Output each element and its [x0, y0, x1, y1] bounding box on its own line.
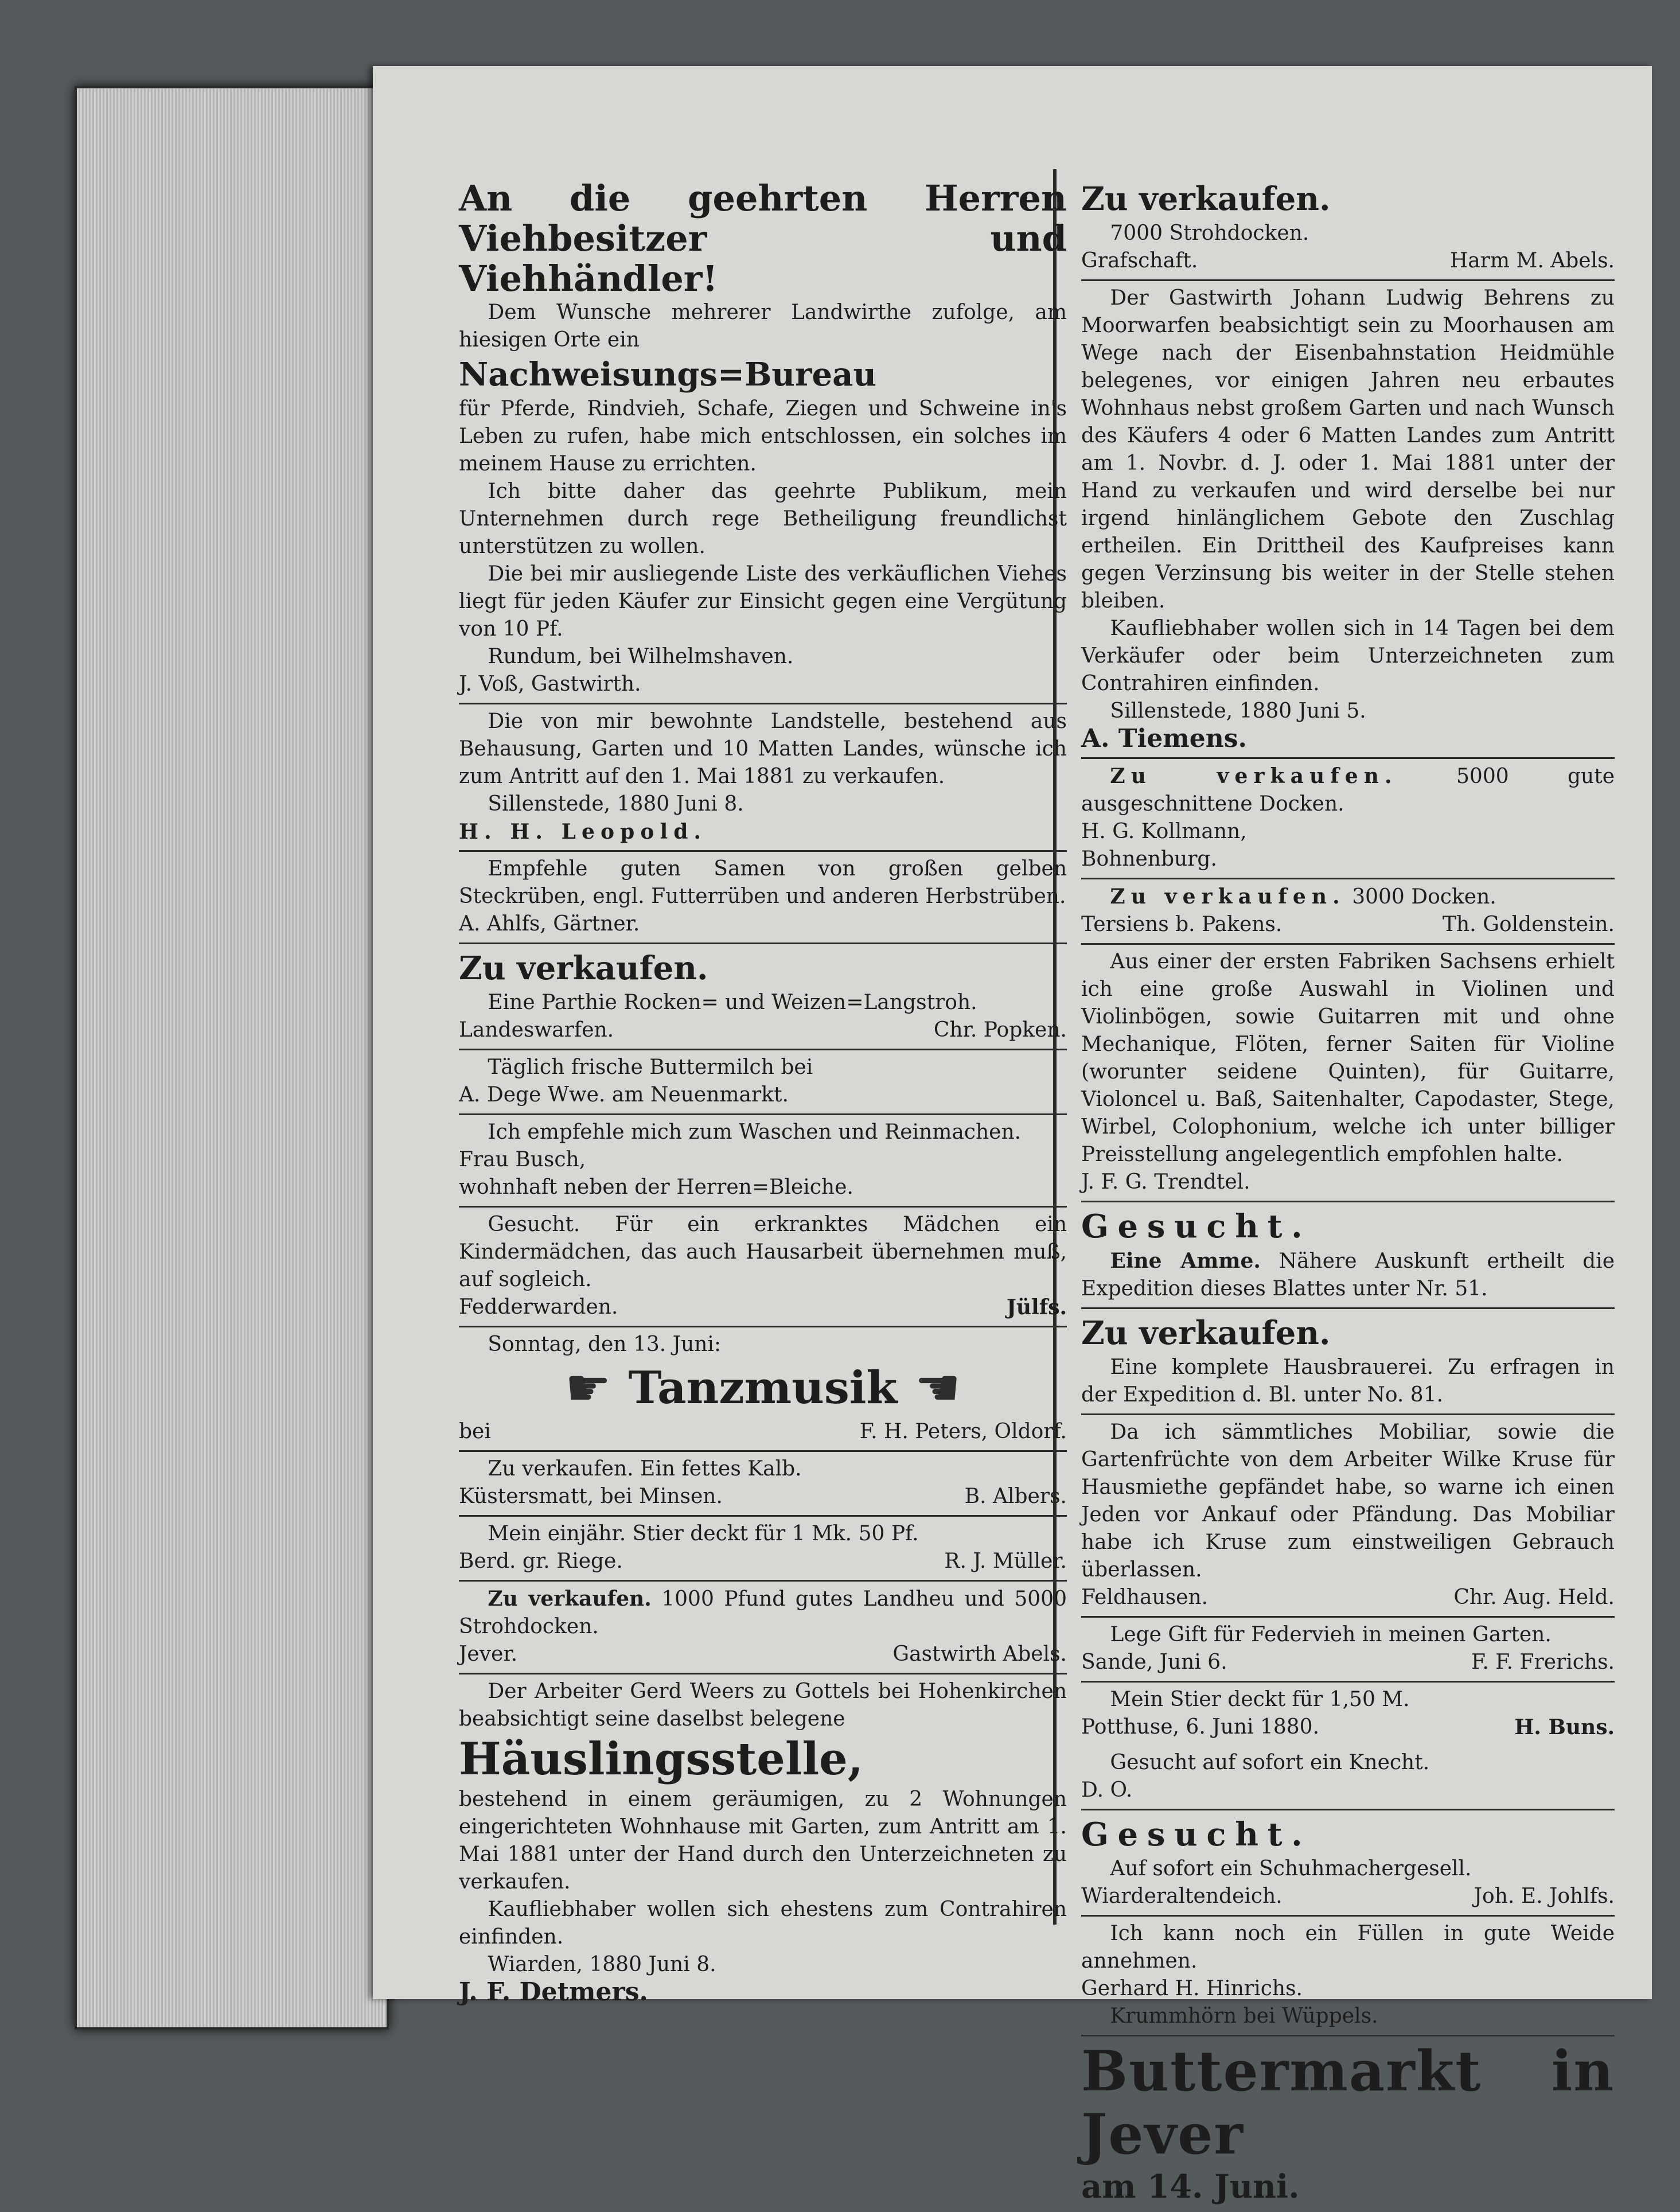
ad-place: Landeswarfen.: [459, 1018, 614, 1042]
ad-signature: H. Buns.: [1514, 1715, 1615, 1739]
book-page-edges: [75, 86, 389, 2030]
ad-signature: Th. Goldenstein.: [1443, 913, 1615, 936]
ad-title: An die geehrten Herren Viehbesitzer und Viehhändler!: [459, 177, 1067, 299]
ad-title: Zu verkaufen.: [459, 949, 708, 987]
ad-place: Sillenstede, 1880 Juni 8.: [488, 792, 744, 816]
ad-place: bei: [459, 1420, 491, 1443]
ad-signature: A. Dege Wwe. am Neuenmarkt.: [459, 1083, 789, 1107]
ad-landstelle: [459, 704, 1067, 852]
ad-place: Fedderwarden.: [459, 1295, 618, 1319]
ad-signature: Joh. E. Johlfs.: [1474, 1884, 1615, 1908]
ad-subtitle: am 14. Juni.: [1081, 2168, 1300, 2206]
ad-docken-goldenstein: [1081, 879, 1615, 945]
ad-footer: [459, 1641, 1067, 1668]
ad-buttermarkt: [1081, 2036, 1615, 2212]
ad-text: Da ich sämmtliches Mobiliar, sowie die Gartenfrüchte von dem Arbeiter Wilke Kruse für Hausmiethe gepfändet habe, so warne ich einen Jeden vor Ankauf oder Pfändung. Das Mobiliar habe ich Kruse zum einstweiligen Gebrauch überlassen.: [1081, 1420, 1615, 1582]
ad-footer: [459, 1548, 1067, 1575]
ad-place: Rundum, bei Wilhelmshaven.: [488, 645, 794, 668]
ad-signature-address: wohnhaft neben der Herren=Bleiche.: [459, 1175, 853, 1199]
ad-signature: F. H. Peters, Oldorf.: [859, 1420, 1067, 1443]
pointing-hand-left-icon: ☚: [914, 1358, 961, 1418]
ad-place: Krummhörn bei Wüppels.: [1110, 2004, 1378, 2028]
ad-violinen: [1081, 945, 1615, 1202]
ad-footer: [459, 1418, 1067, 1446]
ad-landheu: [459, 1582, 1067, 1674]
ad-text: für Pferde, Rindvieh, Schafe, Ziegen und Schweine in's Leben zu rufen, habe mich entschlossen, ein solches im meinem Hause zu errichten.: [459, 397, 1067, 476]
ad-text: Die von mir bewohnte Landstelle, bestehend aus Behausung, Garten und 10 Matten Landes, wünsche ich zum Antritt auf den 1. Mai 1881 zu verkaufen.: [459, 710, 1067, 788]
ad-docken-kollmann: [1081, 759, 1615, 879]
right-column: [1081, 175, 1615, 2212]
ad-text: Auf sofort ein Schuhmachergesell.: [1110, 1857, 1472, 1880]
ad-title: Gesucht.: [1081, 1816, 1312, 1853]
ad-text: Gesucht auf sofort ein Knecht.: [1110, 1751, 1430, 1774]
ad-signature-place: Bohnenburg.: [1081, 847, 1217, 871]
ad-signature: J. F. G. Trendtel.: [1081, 1170, 1250, 1194]
left-column: [459, 175, 1067, 2011]
ad-text: Nähere Auskunft ertheilt die Expedition dieses Blattes unter Nr. 51.: [1081, 1249, 1615, 1300]
ad-signature: F. F. Frerichs.: [1471, 1650, 1615, 1674]
ad-place: Sande, Juni 6.: [1081, 1650, 1227, 1674]
ad-place: Feldhausen.: [1081, 1586, 1209, 1609]
ad-text: 5000 gute ausgeschnittene Docken.: [1081, 765, 1615, 816]
ad-signature: J. Voß, Gastwirth.: [459, 672, 641, 696]
ad-signature: H. H. Leopold.: [459, 820, 707, 844]
ad-hausbrauerei: [1081, 1309, 1615, 1415]
ad-signature: Frau Busch,: [459, 1148, 586, 1171]
ad-place: Wiarderaltendeich.: [1081, 1884, 1283, 1908]
ad-text: Die bei mir ausliegende Liste des verkäuflichen Viehes liegt für jeden Käufer zur Einsicht gegen eine Vergütung von 10 Pf.: [459, 562, 1067, 641]
ad-tanzmusik: [459, 1327, 1067, 1452]
ad-mobiliar-warnung: [1081, 1415, 1615, 1618]
ad-samen: [459, 852, 1067, 944]
ad-gift: [1081, 1618, 1615, 1683]
ad-waschen: [459, 1115, 1067, 1208]
ad-text: Mein Stier deckt für 1,50 M.: [1110, 1688, 1410, 1711]
ad-place: Sillenstede, 1880 Juni 5.: [1110, 699, 1366, 723]
ad-lead: Zu verkaufen.: [1110, 885, 1346, 909]
ad-signature: Jülfs.: [1006, 1295, 1067, 1319]
ad-title: Buttermarkt in Jever: [1081, 2039, 1615, 2167]
ad-text: Lege Gift für Federvieh in meinen Garten.: [1110, 1623, 1552, 1646]
ad-lead: Zu verkaufen.: [488, 1587, 652, 1611]
ad-buttermilch: [459, 1050, 1067, 1115]
ad-place: Tersiens b. Pakens.: [1081, 913, 1283, 936]
ad-knecht: [1081, 1746, 1615, 1810]
ad-lead: Eine Amme.: [1110, 1249, 1261, 1273]
ad-text: Der Gastwirth Johann Ludwig Behrens zu Moorwarfen beabsichtigt sein zu Moorhausen am Wege nach der Eisenbahnstation Heidmühle belegenes, vor einigen Jahren neu erbautes Wohnhaus nebst großem Garten und nach Wunsch des Käufers 4 oder 6 Matten Landes zum Antritt am 1. Novbr. d. J. oder 1. Mai 1881 unter der Hand zu verkaufen und wird derselbe bei nur irgend hinlänglichem Gebote den Zuschlag ertheilen. Ein Drittheil des Kaufpreises kann gegen Verzinsung bis weiter in der Stelle stehen bleiben.: [1081, 286, 1615, 613]
ad-signature: A. Tiemens.: [1081, 724, 1247, 753]
ad-text: Ich kann noch ein Füllen in gute Weide annehmen.: [1081, 1922, 1615, 1973]
ad-text: Ich bitte daher das geehrte Publikum, mein Unternehmen durch rege Betheiligung freundlichst unterstützen zu wollen.: [459, 480, 1067, 558]
tanzmusik-banner: [459, 1358, 1067, 1418]
ad-text: Zu verkaufen. Ein fettes Kalb.: [488, 1457, 802, 1481]
ad-footer: [1081, 1713, 1615, 1741]
ad-kindermaedchen: [459, 1208, 1067, 1327]
ad-footer: [1081, 247, 1615, 275]
ad-footer: [1081, 1883, 1615, 1910]
ad-stier-buns: [1081, 1683, 1615, 1746]
ad-text: Empfehle guten Samen von großen gelben Steckrüben, engl. Futterrüben und anderen Herbstrüben.: [459, 857, 1067, 908]
ad-amme: [1081, 1202, 1615, 1309]
ad-signature: Harm M. Abels.: [1449, 249, 1615, 272]
ad-intro: Der Arbeiter Gerd Weers zu Gottels bei Hohenkirchen beabsichtigt seine daselbst belegene: [459, 1680, 1067, 1731]
ad-text: Ich empfehle mich zum Waschen und Reinmachen.: [488, 1120, 1022, 1144]
ad-signature: D. O.: [1081, 1778, 1133, 1802]
ad-strohdocken: [1081, 175, 1615, 281]
ad-footer: [1081, 1584, 1615, 1611]
ad-stier: [459, 1517, 1067, 1582]
ad-heading: Nachweisungs=Bureau: [459, 356, 877, 394]
ad-fuellen: [1081, 1917, 1615, 2036]
ad-title: Zu verkaufen.: [1081, 1314, 1331, 1352]
ad-title: Gesucht.: [1081, 1208, 1312, 1245]
ad-place: Jever.: [459, 1642, 518, 1666]
ad-nachweisungs-bureau: [459, 175, 1067, 704]
ad-signature: Gerhard H. Hinrichs.: [1081, 1977, 1303, 2000]
ad-text: 7000 Strohdocken.: [1110, 221, 1309, 245]
ad-footer: [459, 1294, 1067, 1321]
ad-langstroh: [459, 944, 1067, 1050]
ad-text: Eine Parthie Rocken= und Weizen=Langstroh.: [488, 991, 977, 1014]
ad-text: bestehend in einem geräumigen, zu 2 Wohnungen eingerichteten Wohnhause mit Garten, zum Antritt am 1. Mai 1881 unter der Hand durch den Unterzeichneten zu verkaufen.: [459, 1787, 1067, 1894]
ad-footer: [459, 1483, 1067, 1510]
ad-signature: H. G. Kollmann,: [1081, 820, 1247, 843]
ad-footer: [1081, 1649, 1615, 1676]
ad-text: Mein einjähr. Stier deckt für 1 Mk. 50 Pf.: [488, 1522, 919, 1545]
ad-place: Berd. gr. Riege.: [459, 1549, 623, 1573]
ad-text: Eine komplete Hausbrauerei. Zu erfragen in der Expedition d. Bl. unter No. 81.: [1081, 1356, 1615, 1407]
ad-haeuslingsstelle: [459, 1674, 1067, 2011]
ad-signature: J. F. Detmers.: [459, 1977, 648, 2007]
ad-text: Dem Wunsche mehrerer Landwirthe zufolge, am hiesigen Orte ein: [459, 301, 1067, 352]
newspaper-page: [373, 66, 1652, 2206]
ad-place: Küstersmatt, bei Minsen.: [459, 1485, 723, 1508]
ad-date: Sonntag, den 13. Juni:: [488, 1333, 722, 1356]
ad-text: Kaufliebhaber wollen sich ehestens zum Contrahiren einfinden.: [459, 1898, 1067, 1949]
pointing-hand-right-icon: ☛: [564, 1358, 611, 1418]
ad-lead: Zu verkaufen.: [1110, 764, 1398, 788]
ad-title: Zu verkaufen.: [1081, 180, 1331, 218]
ad-text: Kaufliebhaber wollen sich in 14 Tagen bei dem Verkäufer oder beim Unterzeichneten zum Contrahiren einfinden.: [1081, 617, 1615, 695]
ad-kalb: [459, 1452, 1067, 1517]
ad-signature: R. J. Müller.: [944, 1549, 1067, 1573]
ad-schuhmachergesell: [1081, 1810, 1615, 1917]
ad-signature: B. Albers.: [964, 1485, 1067, 1508]
ad-text: Täglich frische Buttermilch bei: [488, 1056, 813, 1079]
ad-text: Aus einer der ersten Fabriken Sachsens erhielt ich eine große Auswahl in Violinen und Violinbögen, sowie Guitarren mit und ohne Mechanique, Flöten, ferner Saiten für Violine (worunter seidene Quinten), für Guitarre, Violoncel u. Baß, Saitenhalter, Capodaster, Stege, Wirbel, Colophonium, welche ich unter billiger Preisstellung angelegentlich empfohlen halte.: [1081, 950, 1615, 1166]
ad-text: 1000 Pfund gutes Landheu und 5000 Strohdocken.: [459, 1587, 1067, 1638]
ad-place: Grafschaft.: [1081, 249, 1198, 272]
ad-footer: [459, 1017, 1067, 1044]
ad-title: Tanzmusik: [628, 1362, 898, 1414]
ad-footer: [1081, 911, 1615, 938]
ad-wohnhaus-moorhausen: [1081, 281, 1615, 759]
ad-text: Gesucht. Für ein erkranktes Mädchen ein Kindermädchen, das auch Hausarbeit übernehmen muß, auf sogleich.: [459, 1213, 1067, 1291]
ad-text: 3000 Docken.: [1352, 885, 1496, 909]
ad-signature: Chr. Aug. Held.: [1453, 1586, 1615, 1609]
ad-signature: A. Ahlfs, Gärtner.: [459, 912, 640, 936]
ad-signature: Chr. Popken.: [933, 1018, 1067, 1042]
ad-title: Häuslingsstelle,: [459, 1733, 863, 1785]
ad-place: Wiarden, 1880 Juni 8.: [488, 1953, 716, 1976]
ad-place: Potthuse, 6. Juni 1880.: [1081, 1715, 1320, 1739]
ad-signature: Gastwirth Abels.: [892, 1642, 1067, 1666]
